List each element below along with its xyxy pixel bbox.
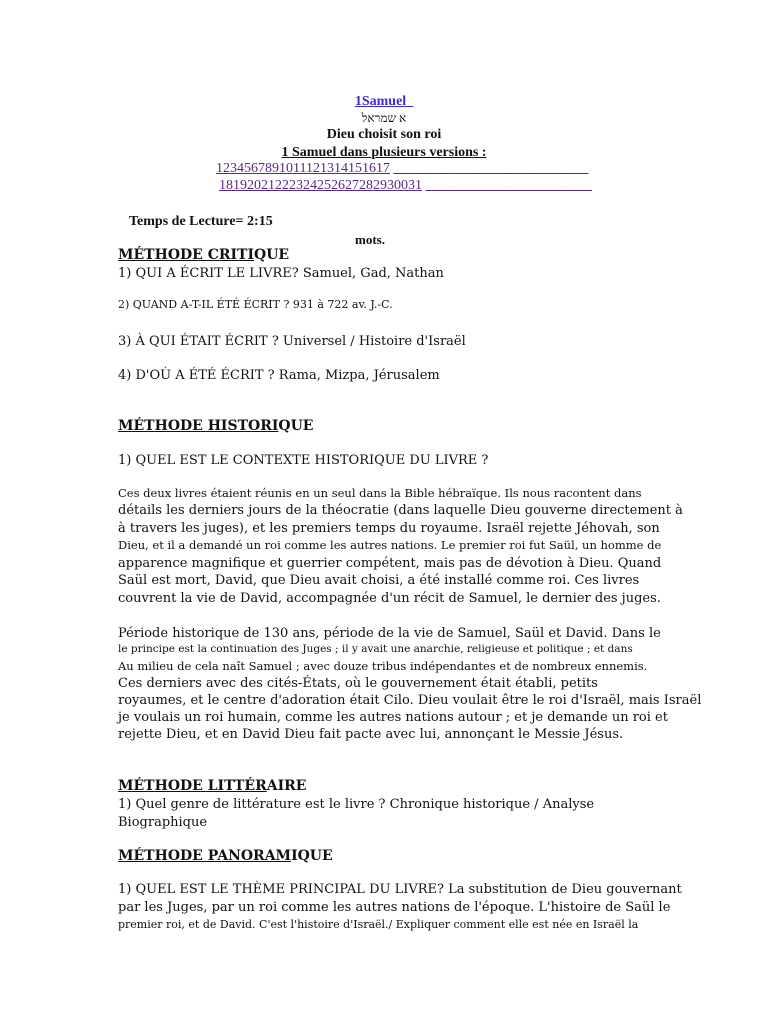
historique-heading: MÉTHODE HISTORIQUE: [118, 418, 314, 434]
panoramique-heading: MÉTHODE PANORAMIQUE: [118, 848, 333, 864]
words-label: mots.: [355, 232, 385, 247]
critique-heading: MÉTHODE CRITIQUE: [118, 247, 290, 263]
chapter-blanks-1[interactable]: ___ ___ ___ ___ ___ ___ ___: [393, 161, 589, 176]
critique-q2: 2) QUAND A-T-IL ÉTÉ ÉCRIT ? 931 à 722 av. J.-C.: [118, 298, 393, 311]
hebrew-title: א שמראל: [361, 111, 407, 125]
litteraire-q1-line1: 1) Quel genre de littérature est le livre ? Chronique historique / Analyse: [118, 797, 595, 812]
historique-paragraph-2: Période historique de 130 ans, période de la vie de Samuel, Saül et David. Dans le le principe est la continuation des Juges ; il y avait une anarchie, religieuse et politique ; et dans Au milieu de cela naît Samuel ; avec douze tribus indépendantes et de nombreux ennemis. Ces derniers avec des cités-États, où le gouvernement était établi, petits royaumes, et le centre d'adoration était Cilo. Dieu voulait être le roi d'Israël, mais Israël je voulais un roi humain, comme les autres nations autour ; et je demande un roi et rejette Dieu, et en David Dieu fait pacte avec lui, annonçant le Messie Jésus.: [118, 626, 702, 742]
book-link-trailing[interactable]: [406, 94, 413, 109]
reading-time: Temps de Lecture= 2:15: [129, 214, 273, 229]
panoramique-q1-line2: par les Juges, par un roi comme les autres nations de l'époque. L'histoire de Saül le: [118, 900, 671, 915]
critique-q3: 3) À QUI ÉTAIT ÉCRIT ? Universel / Histoire d'Israël: [118, 334, 466, 349]
litteraire-q1-line2: Biographique: [118, 815, 208, 830]
versions-label: 1 Samuel dans plusieurs versions :: [281, 145, 487, 160]
litteraire-heading: MÉTHODE LITTÉRAIRE: [118, 778, 307, 794]
historique-q1: 1) QUEL EST LE CONTEXTE HISTORIQUE DU LIVRE ?: [118, 453, 489, 468]
panoramique-q1-line1: 1) QUEL EST LE THÈME PRINCIPAL DU LIVRE? La substitution de Dieu gouvernant: [118, 882, 682, 897]
book-link-line: [0, 94, 768, 110]
critique-q1: 1) QUI A ÉCRIT LE LIVRE? Samuel, Gad, Nathan: [118, 266, 444, 281]
subtitle: Dieu choisit son roi: [326, 127, 442, 142]
historique-paragraph-1: Ces deux livres étaient réunis en un seul dans la Bible hébraïque. Ils nous racontent dans détails les derniers jours de la théocratie (dans laquelle Dieu gouverne directement à à travers les juges), et les premiers temps du royaume. Israël rejette Jéhovah, son Dieu, et il a demandé un roi comme les autres nations. Le premier roi fut Saül, un homme de apparence magnifique et guerrier compétent, mais pas de dévotion à Dieu. Quand Saül est mort, David, que Dieu avait choisi, a été installé comme roi. Ces livres couvrent la vie de David, accompagnée d'un récit de Samuel, le dernier des juges.: [118, 486, 683, 606]
chapter-numbers-2[interactable]: 18192021222324252627282930031: [219, 178, 422, 193]
chapter-links-row1: [216, 161, 588, 177]
chapter-numbers-1[interactable]: 1234567891011121314151617: [216, 161, 390, 176]
chapter-blanks-2[interactable]: ___ ___ ___ ___ ___ ___: [425, 178, 592, 193]
book-link[interactable]: 1Samuel: [354, 94, 407, 109]
chapter-links-row2: [219, 178, 592, 194]
panoramique-q1-line3: premier roi, et de David. C'est l'histoire d'Israël./ Expliquer comment elle est née en Israël la: [118, 918, 639, 931]
critique-q4: 4) D'OÙ A ÉTÉ ÉCRIT ? Rama, Mizpa, Jérusalem: [118, 368, 440, 383]
